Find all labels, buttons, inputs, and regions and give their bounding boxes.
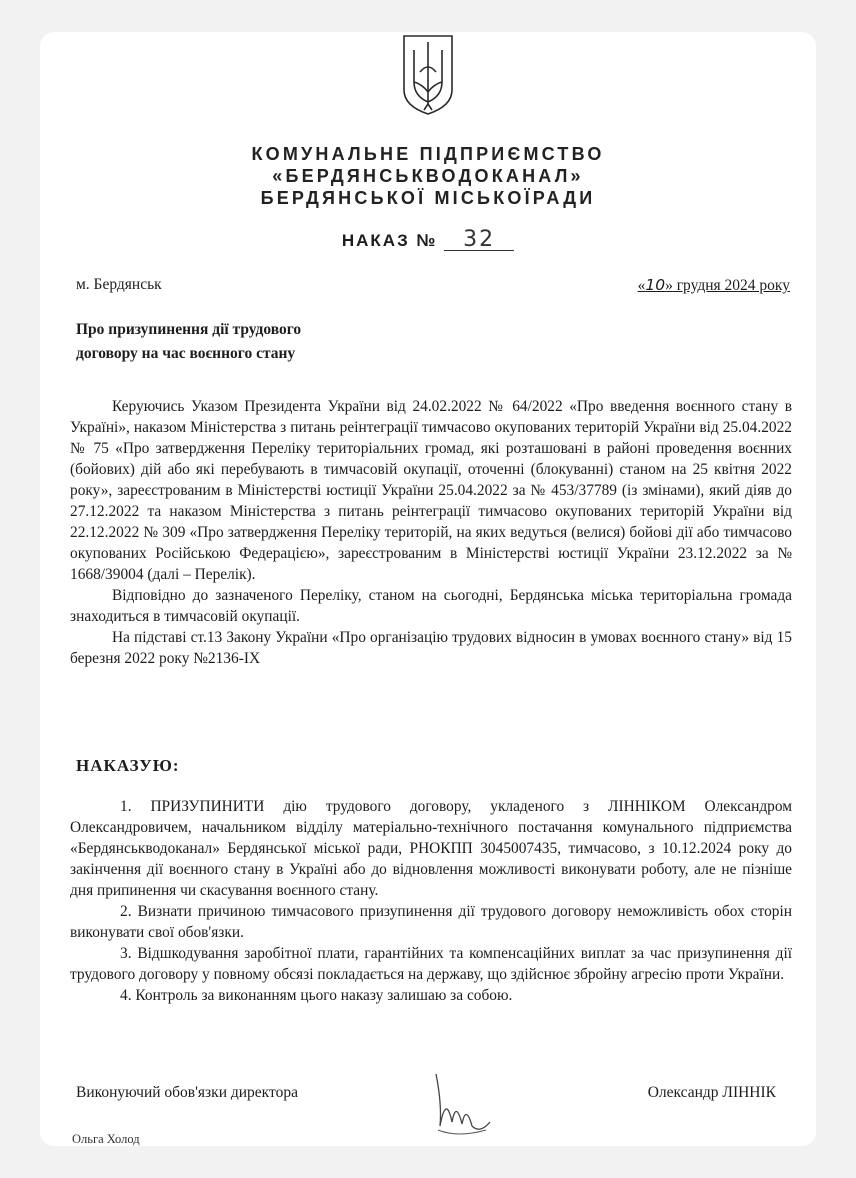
preamble [70, 396, 792, 669]
subject [76, 318, 301, 366]
date-open-quote: « [637, 277, 646, 294]
date-close-quote: » [665, 277, 673, 294]
executor-name: Ольга Холод [72, 1132, 140, 1146]
decree-heading: НАКАЗУЮ: [76, 756, 180, 775]
order-date [638, 276, 790, 295]
subject-line-1: Про призупинення дії трудового [76, 321, 302, 338]
date-rest: грудня 2024 року [672, 277, 790, 294]
order-number: 32 [444, 230, 514, 251]
date-day: 10 [645, 276, 666, 294]
handwritten-signature-icon [428, 1064, 498, 1144]
header-line-2: «БЕРДЯНСЬКВОДОКАНАЛ» [272, 166, 584, 186]
header-line-3: БЕРДЯНСЬКОЇ МІСЬКОЇРАДИ [260, 188, 596, 208]
trident-emblem-icon [400, 32, 456, 116]
signatory-name: Олександр ЛІННІК [647, 1084, 776, 1101]
place: м. Бердянськ [76, 276, 162, 293]
order-title [40, 227, 816, 252]
order-items [70, 796, 792, 1006]
paragraph-3: На підставі ст.13 Закону України «Про організацію трудових відносин в умовах воєнного стану» від 15 березня 2022 року №2136-IX [70, 629, 792, 667]
order-item-1: 1. ПРИЗУПИНИТИ дію трудового договору, укладеного з ЛІННІКОМ Олександром Олександровичем, начальником відділу матеріально-технічного постачання комунального підприємства «Бердянськводоканал» Бердянської міської ради, РНОКПП 3045007435, тимчасово, з 10.12.2024 року до закінчення дії воєнного стану в Україні або до відновлення можливості виконувати роботу, але не пізніше дня припинення чи скасування воєнного стану. [70, 798, 792, 899]
header-line-1: КОМУНАЛЬНЕ ПІДПРИЄМСТВО [251, 144, 605, 164]
subject-line-2: договору на час воєнного стану [76, 345, 296, 362]
paragraph-1: Керуючись Указом Президента України від 24.02.2022 № 64/2022 «Про введення воєнного стану в Україні», наказом Міністерства з питань реінтеграції тимчасово окупованих територій України від 25.04.2022 № 75 «Про затвердження Переліку територіальних громад, які розташовані в районі проведення воєнних (бойових) дій або які перебувають в тимчасовій окупації, оточенні (блокуванні) станом на 25 квітня 2022 року», зареєстрованим в Міністерстві юстиції України 25.04.2022 за № 453/37789 (із змінами), який діяв до 27.12.2022 та наказом Міністерства з питань реінтеграції тимчасово окупованих територій України від 22.12.2022 № 309 «Про затвердження Переліку територій, на яких ведуться (велися) бойові дії або тимчасово окупованих Російською Федерацією», зареєстрованим в Міністерстві юстиції України 23.12.2022 за № 1668/39004 (далі – Перелік). [70, 398, 792, 583]
order-item-2: 2. Визнати причиною тимчасового призупинення дії трудового договору неможливість обох сторін виконувати свої обов'язки. [70, 903, 792, 941]
document-page [40, 32, 816, 1146]
order-item-4: 4. Контроль за виконанням цього наказу залишаю за собою. [120, 987, 513, 1004]
signatory-title: Виконуючий обов'язки директора [76, 1084, 298, 1101]
order-item-3: 3. Відшкодування заробітної плати, гарантійних та компенсаційних виплат за час призупинення дії трудового договору у повному обсязі покладається на державу, що здійснює збройну агресію проти України. [70, 945, 792, 983]
paragraph-2: Відповідно до зазначеного Переліку, станом на сьогодні, Бердянська міська територіальна громада знаходиться в тимчасовій окупації. [70, 587, 792, 625]
order-label: НАКАЗ № [341, 231, 438, 250]
